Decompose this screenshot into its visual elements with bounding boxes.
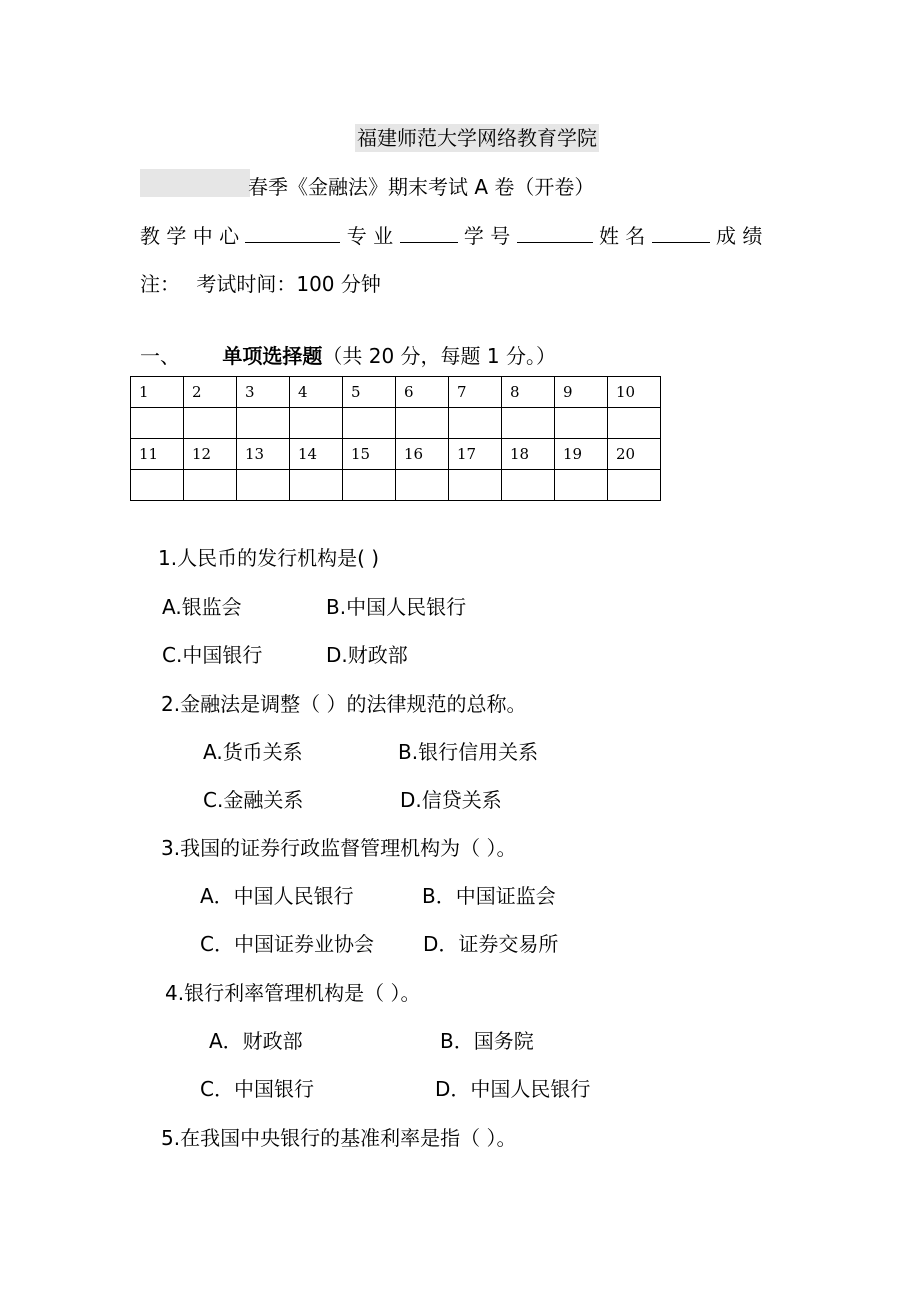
id-field[interactable] xyxy=(517,224,593,243)
answer-number: 17 xyxy=(449,439,502,470)
answer-number: 3 xyxy=(237,377,290,408)
option-a: A．中国人民银行 xyxy=(200,884,354,908)
answer-cell[interactable] xyxy=(449,470,502,501)
answer-number: 15 xyxy=(343,439,396,470)
center-field[interactable] xyxy=(245,224,340,243)
option-c: C.中国银行 xyxy=(162,643,263,667)
option-b: B．中国证监会 xyxy=(422,884,556,908)
note-line xyxy=(140,270,381,298)
section-desc: （共 20 分，每题 1 分。） xyxy=(322,344,556,368)
id-label: 学 号 xyxy=(463,224,511,248)
section-heading xyxy=(140,342,556,370)
section-title: 单项选择题 xyxy=(222,344,323,368)
note-label: 注： xyxy=(140,272,180,296)
answer-blank-row xyxy=(131,470,661,501)
section-number: 一、 xyxy=(140,344,180,368)
answer-cell[interactable] xyxy=(555,408,608,439)
option-c: C．中国证券业协会 xyxy=(200,932,374,956)
option-d: D．证券交易所 xyxy=(423,932,559,956)
answer-cell[interactable] xyxy=(131,470,184,501)
answer-number: 10 xyxy=(608,377,661,408)
answer-number-row xyxy=(131,377,661,408)
question-stem: 5.在我国中央银行的基准利率是指（ ）。 xyxy=(161,1126,517,1150)
answer-cell[interactable] xyxy=(343,408,396,439)
answer-cell[interactable] xyxy=(290,470,343,501)
major-label: 专 业 xyxy=(346,224,394,248)
highlight-bar xyxy=(140,169,250,197)
answer-cell[interactable] xyxy=(396,408,449,439)
option-b: B．国务院 xyxy=(440,1029,534,1053)
answer-cell[interactable] xyxy=(343,470,396,501)
option-d: D.财政部 xyxy=(326,643,408,667)
answer-cell[interactable] xyxy=(502,408,555,439)
name-field[interactable] xyxy=(652,224,710,243)
answer-cell[interactable] xyxy=(608,470,661,501)
exam-title: 春季《金融法》期末考试 A 卷（开卷） xyxy=(248,175,595,199)
school-title: 福建师范大学网络教育学院 xyxy=(357,126,597,150)
answer-cell[interactable] xyxy=(131,408,184,439)
answer-number: 13 xyxy=(237,439,290,470)
major-field[interactable] xyxy=(400,224,458,243)
answer-number: 20 xyxy=(608,439,661,470)
option-c: C.金融关系 xyxy=(203,788,304,812)
center-label: 教 学 中 心 xyxy=(140,224,240,248)
answer-number: 16 xyxy=(396,439,449,470)
answer-blank-row xyxy=(131,408,661,439)
option-b: B.中国人民银行 xyxy=(326,595,467,619)
answer-number: 9 xyxy=(555,377,608,408)
answer-number: 7 xyxy=(449,377,502,408)
answer-cell[interactable] xyxy=(237,408,290,439)
question-stem: 1.人民币的发行机构是( ) xyxy=(158,546,380,570)
answer-number: 18 xyxy=(502,439,555,470)
answer-number: 6 xyxy=(396,377,449,408)
answer-cell[interactable] xyxy=(237,470,290,501)
answer-number: 8 xyxy=(502,377,555,408)
answer-cell[interactable] xyxy=(502,470,555,501)
answer-number: 11 xyxy=(131,439,184,470)
answer-number: 2 xyxy=(184,377,237,408)
name-label: 姓 名 xyxy=(598,224,646,248)
answer-cell[interactable] xyxy=(555,470,608,501)
answer-cell[interactable] xyxy=(184,470,237,501)
option-a: A．财政部 xyxy=(209,1029,303,1053)
answer-cell[interactable] xyxy=(608,408,661,439)
answer-cell[interactable] xyxy=(290,408,343,439)
answer-cell[interactable] xyxy=(396,470,449,501)
option-b: B.银行信用关系 xyxy=(398,740,539,764)
answer-number: 12 xyxy=(184,439,237,470)
option-a: A.货币关系 xyxy=(203,740,303,764)
option-d: D．中国人民银行 xyxy=(435,1077,591,1101)
question-stem: 3.我国的证券行政监督管理机构为（ ）。 xyxy=(161,836,517,860)
info-line xyxy=(140,222,762,250)
note-text: 考试时间：100 分钟 xyxy=(196,272,381,296)
score-label: 成 绩 xyxy=(716,224,763,248)
option-a: A.银监会 xyxy=(162,595,242,619)
answer-number: 4 xyxy=(290,377,343,408)
answer-number: 19 xyxy=(555,439,608,470)
option-d: D.信贷关系 xyxy=(400,788,502,812)
answer-cell[interactable] xyxy=(449,408,502,439)
answer-cell[interactable] xyxy=(184,408,237,439)
question-stem: 4.银行利率管理机构是（ ）。 xyxy=(165,981,421,1005)
answer-number: 14 xyxy=(290,439,343,470)
option-c: C．中国银行 xyxy=(200,1077,314,1101)
question-stem: 2.金融法是调整（ ）的法律规范的总称。 xyxy=(161,692,527,716)
answer-number: 5 xyxy=(343,377,396,408)
answer-table xyxy=(130,376,661,501)
answer-number-row xyxy=(131,439,661,470)
answer-number: 1 xyxy=(131,377,184,408)
